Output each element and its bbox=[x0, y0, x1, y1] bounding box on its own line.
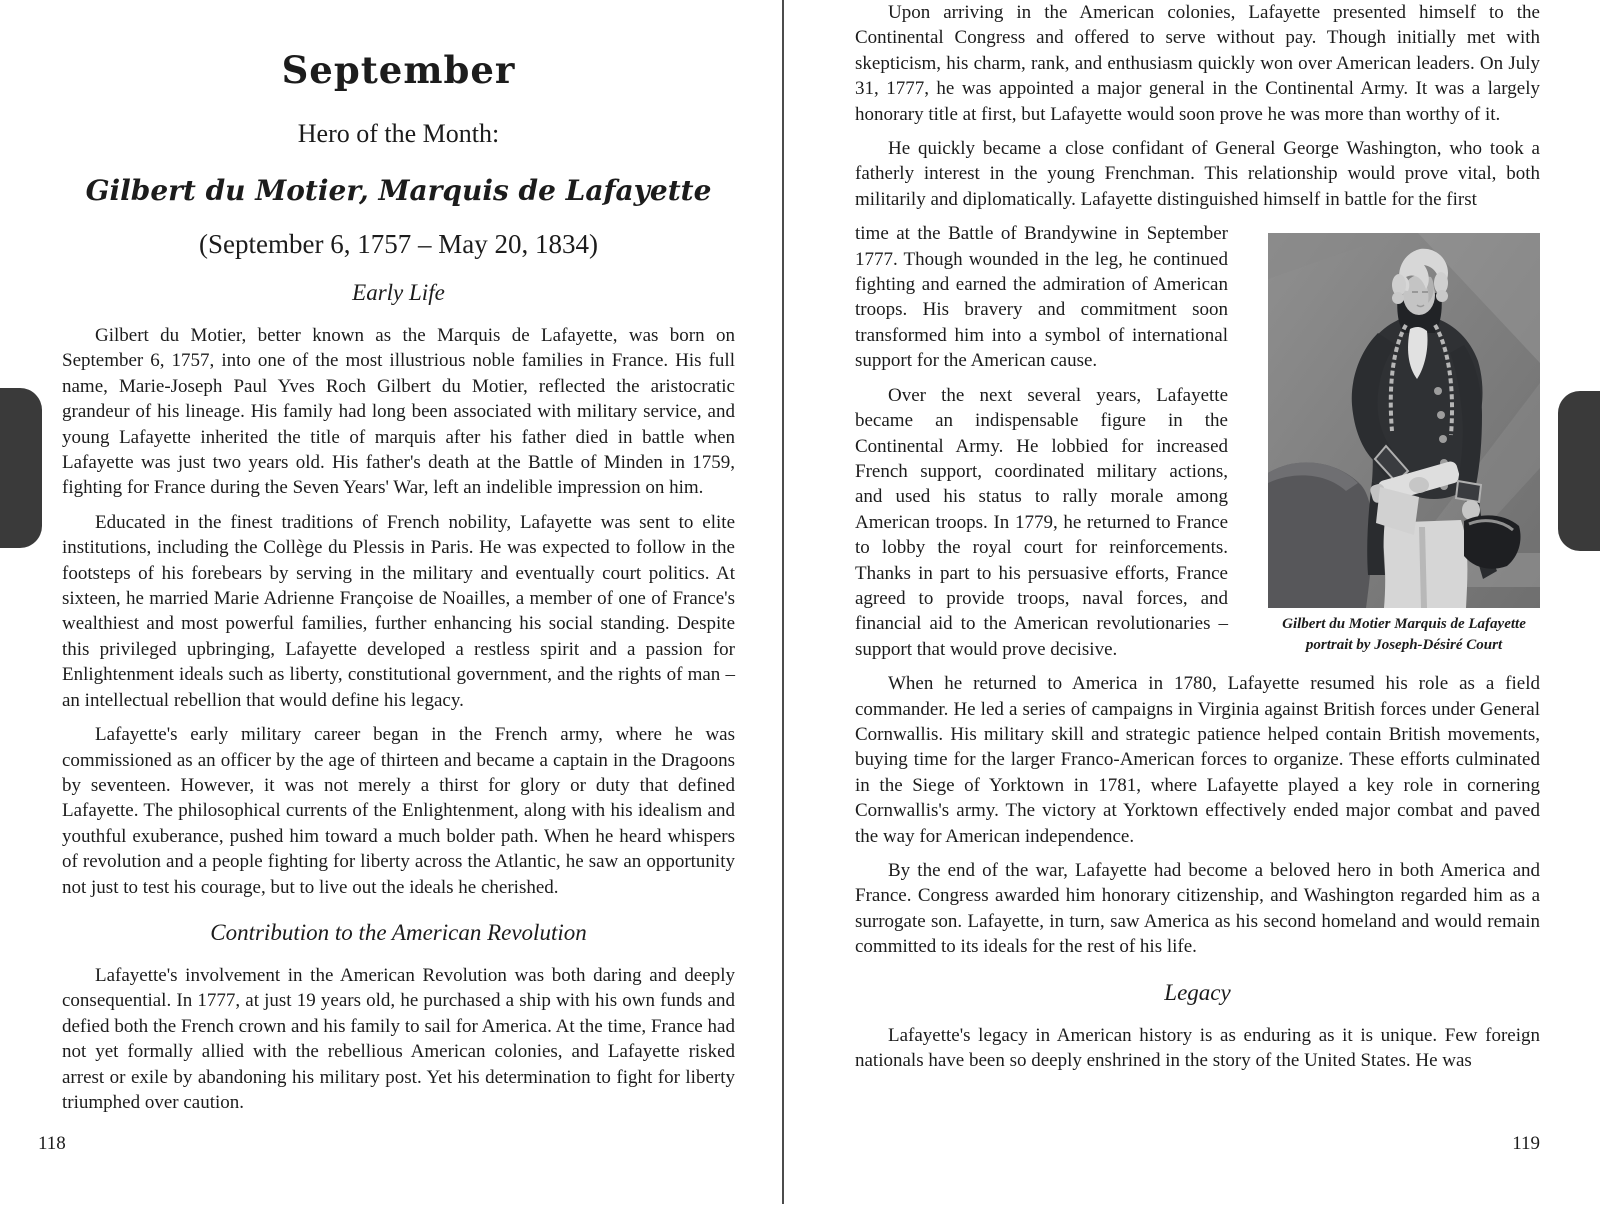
portrait-caption bbox=[1268, 608, 1540, 656]
section-heading-early-life: Early Life bbox=[352, 280, 445, 305]
paragraph-legacy: Lafayette's legacy in American history is as enduring as it is unique. Few foreign nationals have been so deeply enshrined in the story of the United States. He was bbox=[855, 1024, 1540, 1072]
page-divider bbox=[782, 0, 784, 1204]
paragraph-confidant-part2: time at the Battle of Brandywine in September 1777. Though wounded in the leg, he continued fighting and earned the admiration of American troops. His bravery and commitment soon transformed him into a symbol of international support for the American cause. bbox=[855, 223, 1228, 372]
paragraph-education: Educated in the finest traditions of French nobility, Lafayette was sent to elite institutions, including the Collège du Plessis in Paris. He was expected to follow in the footsteps of his forebears by serving in the military and eventually court politics. At sixteen, he married Marie Adrienne Françoise de Noailles, a member of one of France's wealthiest and most powerful families, further enhancing his social standing. Despite this privileged upbringing, Lafayette developed a restless spirit and a passion for Enlightenment ideals such as liberty, constitutional government, and the rights of man – an intellectual rebellion that would define his legacy. bbox=[62, 511, 735, 711]
page-number-left: 118 bbox=[38, 1133, 66, 1154]
section-heading-contribution: Contribution to the American Revolution bbox=[210, 919, 587, 945]
page-number-right: 119 bbox=[1512, 1133, 1540, 1154]
paragraph-early-military: Lafayette's early military career began in the French army, where he was commissioned as an officer by the age of thirteen and became a captain in the Dragoons by seventeen. However, it was not merely a thirst for glory or duty that defined Lafayette. The philosophical currents of the Enlightenment, along with his idealism and youthful exuberance, pushed him toward a much bolder path. When he heard whispers of revolution and a people fighting for liberty across the Atlantic, he saw an opportunity not just to test his courage, but to live out the ideals he cherished. bbox=[62, 724, 735, 898]
right-bookmark-tab[interactable] bbox=[1558, 391, 1600, 551]
paragraph-returned-1780: When he returned to America in 1780, Lafayette resumed his role as a field commander. He led a series of campaigns in Virginia against British forces under General Cornwallis. His military skill and strategic patience helped contain British movements, buying time for the larger Franco-American forces to organize. These efforts culminated in the Siege of Yorktown in 1781, where Lafayette played a key role in cornering Cornwallis's army. The victory at Yorktown effectively ended major combat and paved the way for American independence. bbox=[855, 673, 1540, 847]
paragraph-over-years: Over the next several years, Lafayette became an indispensable figure in the Continental Army. He lobbied for increased French support, coordinated military actions, and used his status to rally morale among American troops. In 1779, he returned to France to lobby the royal court for reinforcements. Thanks in part to his persuasive efforts, France agreed to provide troops, naval forces, and financial aid to the American revolutionaries – support that would prove decisive. bbox=[855, 384, 1228, 660]
right-page bbox=[855, 0, 1540, 1210]
hero-of-month-subtitle: Hero of the Month: bbox=[297, 119, 500, 148]
paragraph-upon-arriving: Upon arriving in the American colonies, Lafayette presented himself to the Continental Congress and offered to serve without pay. Though initially met with skepticism, his charm, rank, and enthusiasm quickly won over American leaders. On July 31, 1777, he was appointed a major general in the Continental Army. It was a largely honorary title at first, but Lafayette would soon prove he was more than worthy of it. bbox=[855, 2, 1540, 125]
lafayette-portrait-figure bbox=[1268, 233, 1540, 656]
portrait-caption-line2: portrait by Joseph-Désiré Court bbox=[1305, 637, 1503, 654]
paragraph-confidant-part1: He quickly became a close confidant of General George Washington, who took a fatherly interest in the young Frenchman. This relationship would prove vital, both militarily and diplomatically. Lafayette distinguished himself in battle for the first bbox=[855, 138, 1540, 210]
lafayette-portrait-image bbox=[1268, 233, 1540, 608]
hero-name: Gilbert du Motier, Marquis de Lafayette bbox=[85, 174, 712, 207]
paragraph-involvement: Lafayette's involvement in the American Revolution was both daring and deeply consequential. In 1777, at just 19 years old, he purchased a ship with his own funds and defied both the French crown and his family to sail for America. At the time, France had not yet formally allied with the rebellious American colonies, and Lafayette risked arrest or exile by abandoning his military post. Yet his determination to fight for liberty triumphed over caution. bbox=[62, 964, 735, 1113]
month-title: September bbox=[281, 48, 516, 92]
left-page bbox=[38, 0, 735, 1210]
paragraph-end-of-war: By the end of the war, Lafayette had become a beloved hero in both America and France. Congress awarded him honorary citizenship, and Washington regarded him as a surrogate son. Lafayette, in turn, saw America as his second homeland and would remain committed to its ideals for the rest of his life. bbox=[855, 860, 1540, 958]
paragraph-birth-family: Gilbert du Motier, better known as the Marquis de Lafayette, was born on September 6, 1757, into one of the most illustrious noble families in France. His full name, Marie-Joseph Paul Yves Roch Gilbert du Motier, reflected the aristocratic grandeur of his lineage. His family had long been associated with military service, and young Lafayette inherited the title of marquis after his father died in battle when Lafayette was just two years old. His father's death at the Battle of Minden in 1759, fighting for France during the Seven Years' War, left an indelible impression on him. bbox=[62, 325, 735, 499]
portrait-caption-line1: Gilbert du Motier Marquis de Lafayette bbox=[1282, 616, 1526, 633]
hero-life-dates: (September 6, 1757 – May 20, 1834) bbox=[199, 229, 598, 259]
section-heading-legacy: Legacy bbox=[1164, 979, 1231, 1005]
left-bookmark-tab[interactable] bbox=[0, 388, 42, 548]
